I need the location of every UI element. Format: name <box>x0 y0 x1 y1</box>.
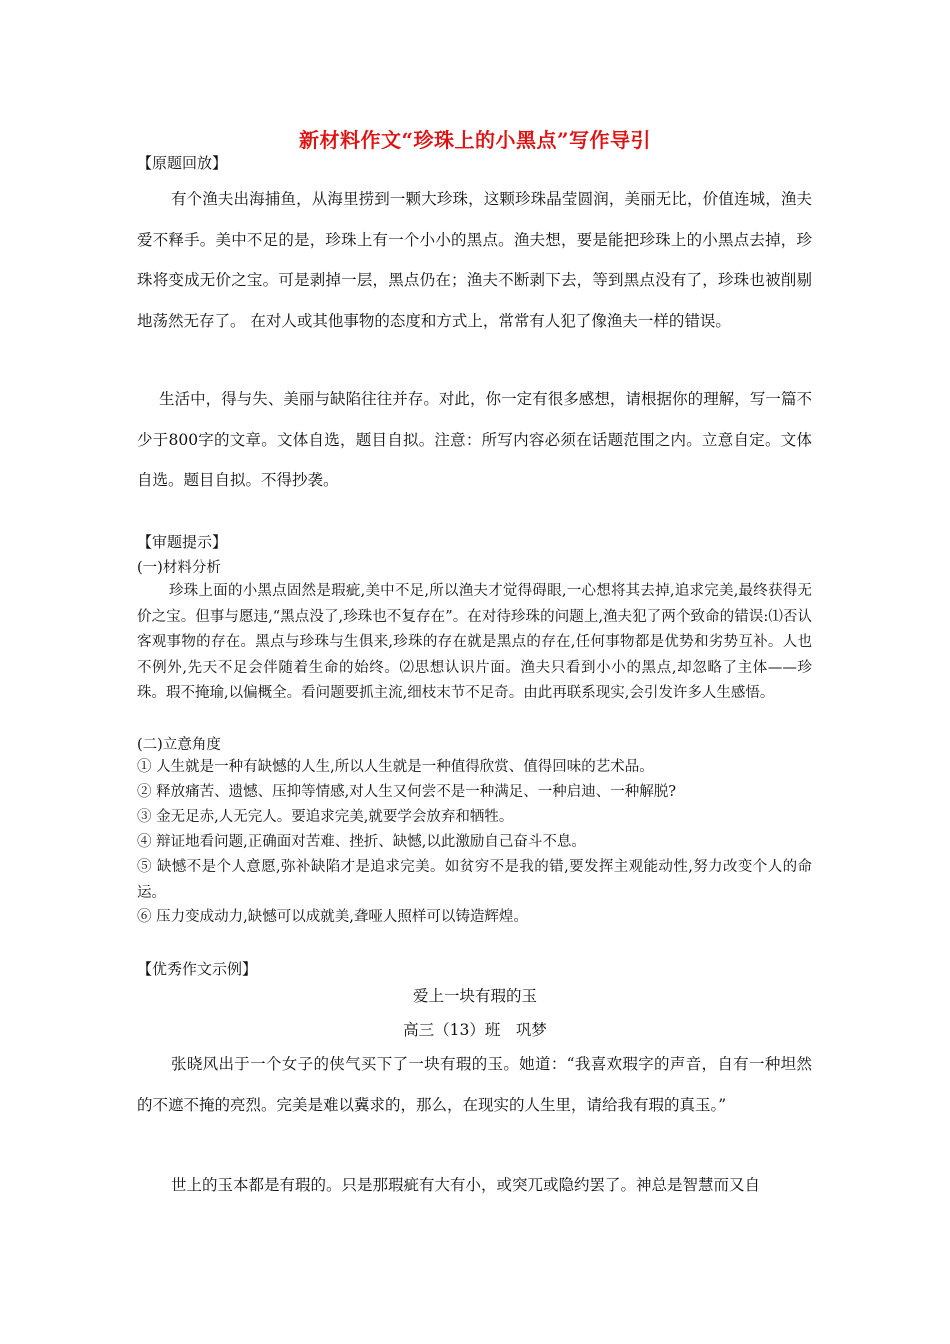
angle-item: ⑥ 压力变成动力,缺憾可以成就美,聋哑人照样可以铸造辉煌。 <box>137 909 528 925</box>
essay-paragraph-2: 世上的玉本都是有瑕的。只是那瑕疵有大有小，或突兀或隐约罢了。神总是智慧而又自 <box>171 1176 761 1194</box>
section-heading-sample: 【优秀作文示例】 <box>137 960 258 978</box>
section-heading-hint: 【审题提示】 <box>137 533 228 551</box>
original-paragraph-1: 有个渔夫出海捕鱼，从海里捞到一颗大珍珠，这颗珍珠晶莹圆润，美丽无比，价值连城，渔夫爱不释手。美中不足的是，珍珠上有一个小小的黑点。渔夫想，要是能把珍珠上的小黑点去掉，珍珠将变成无价之宝。可是剥掉一层，黑点仍在；渔夫不断剥下去，等到黑点没有了，珍珠也被削剔地荡然无存了。 在对人或其他事物的态度和方式上，常常有人犯了像渔夫一样的错误。 <box>137 190 812 330</box>
angle-item: ① 人生就是一种有缺憾的人生,所以人生就是一种值得欣赏、值得回味的艺术品。 <box>137 759 654 775</box>
angle-item: ② 释放痛苦、遗憾、压抑等情感,对人生又何尝不是一种满足、一种启迪、一种解脱? <box>137 784 676 800</box>
angle-item: ④ 辩证地看问题,正确面对苦难、挫折、缺憾,以此激励自己奋斗不息。 <box>137 834 586 850</box>
hint-subheading-analysis: (一)材料分析 <box>137 560 221 576</box>
angle-item: ③ 金无足赤,人无完人。要追求完美,就要学会放弃和牺牲。 <box>137 809 514 825</box>
section-heading-original: 【原题回放】 <box>137 154 228 172</box>
essay-title: 爱上一块有瑕的玉 <box>412 987 537 1005</box>
page-title: 新材料作文“珍珠上的小黑点”写作导引 <box>298 128 651 152</box>
original-paragraph-2: 生活中，得与失、美丽与缺陷往往并存。对此，你一定有很多感想，请根据你的理解，写一篇不少于800字的文章。文体自选，题目自拟。注意：所写内容必须在话题范围之内。立意自定。文体自选。题目自拟。不得抄袭。 <box>137 390 812 489</box>
angle-item: ⑤ 缺憾不是个人意愿,弥补缺陷才是追求完美。如贫穷不是我的错,要发挥主观能动性,努力改变个人的命运。 <box>137 859 812 901</box>
hint-subheading-angles: (二)立意角度 <box>137 737 221 753</box>
essay-paragraph-1: 张晓风出于一个女子的侠气买下了一块有瑕的玉。她道：“我喜欢瑕字的声音，自有一种坦然的不遮不掩的亮烈。完美是难以冀求的，那么，在现实的人生里，请给我有瑕的真玉。” <box>137 1055 812 1114</box>
analysis-paragraph: 珍珠上面的小黑点固然是瑕疵,美中不足,所以渔夫才觉得碍眼,一心想将其去掉,追求完美,最终获得无价之宝。但事与愿违,“黑点没了,珍珠也不复存在”。在对待珍珠的问题上,渔夫犯了两个致命的错误:⑴否认客观事物的存在。黑点与珍珠与生俱来,珍珠的存在就是黑点的存在,任何事物都是优势和劣势互补。人也不例外,先天不足会伴随着生命的始终。⑵思想认识片面。渔夫只看到小小的黑点,却忽略了主体——珍珠。瑕不掩瑜,以偏概全。看问题要抓主流,细枝末节不足奇。由此再联系现实,会引发许多人生感悟。 <box>137 583 812 701</box>
essay-author: 高三（13）班 巩梦 <box>403 1021 547 1039</box>
